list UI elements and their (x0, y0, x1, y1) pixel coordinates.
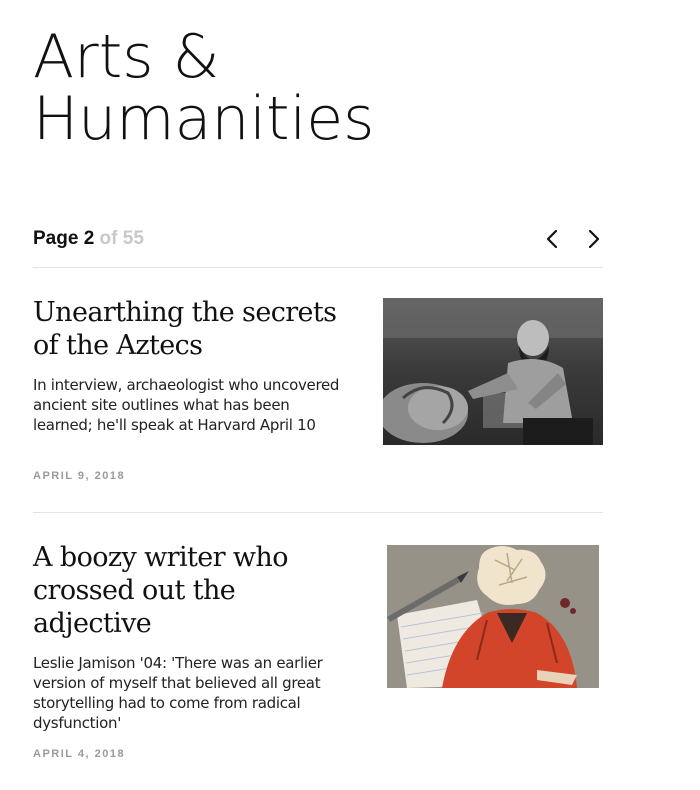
current-page-label: Page 2 (33, 228, 95, 249)
pagination (33, 226, 603, 254)
previous-page-button[interactable] (539, 226, 565, 252)
article-date: APRIL 4, 2018 (33, 748, 126, 760)
article-thumbnail-archaeologist[interactable] (383, 298, 603, 445)
article-summary: Leslie Jamison '04: 'There was an earlier version of myself that believed all great storytelling had to come from radical dysfunction' (33, 654, 323, 732)
article-thumbnail-illustration[interactable] (387, 545, 599, 688)
divider (33, 267, 603, 268)
article-summary: In interview, archaeologist who uncovered ancient site outlines what has been learned; he'll speak at Harvard April 10 (33, 376, 340, 434)
divider (33, 512, 603, 513)
article-title-link[interactable]: Unearthing the secrets of the Aztecs (33, 297, 337, 361)
page-title-line2: Humanities (33, 84, 375, 154)
article-date: APRIL 9, 2018 (33, 470, 126, 482)
page-title (33, 22, 375, 154)
page-indicator (33, 228, 144, 250)
chevron-right-icon (587, 229, 601, 249)
chevron-left-icon (545, 229, 559, 249)
page-title-line1: Arts & (33, 22, 220, 92)
article-title-link[interactable]: A boozy writer who crossed out the adjective (33, 542, 288, 639)
next-page-button[interactable] (581, 226, 607, 252)
total-pages-label: of 55 (99, 228, 144, 249)
